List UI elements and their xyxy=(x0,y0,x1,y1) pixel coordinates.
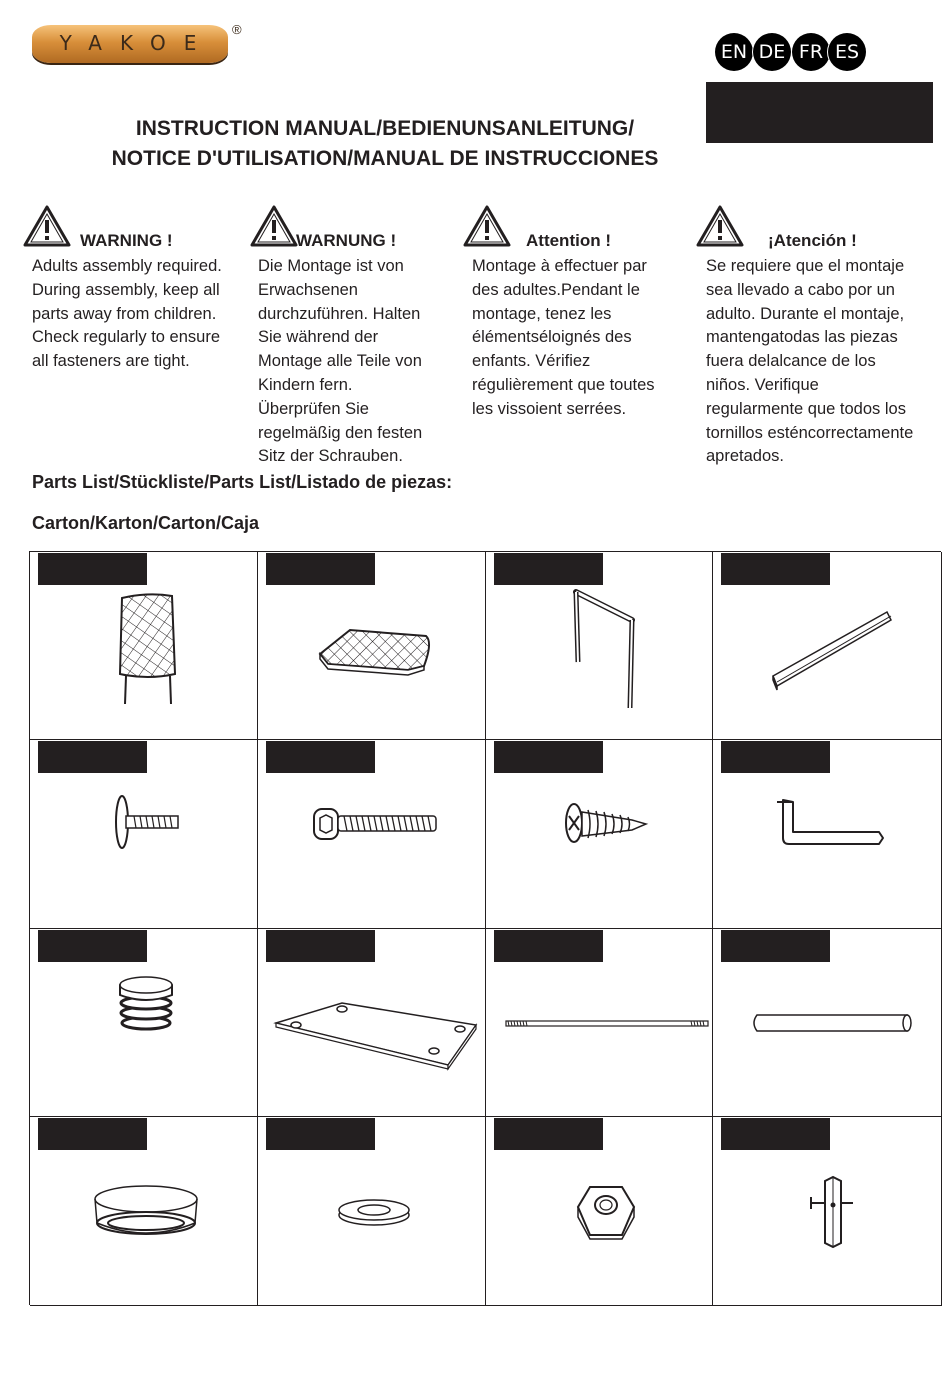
warning-text-line: Adults assembly required. xyxy=(32,257,222,275)
allen-key-icon xyxy=(713,740,942,929)
washer-icon xyxy=(258,1117,486,1306)
warning-text-line: tornillos esténcorrectamente xyxy=(706,423,914,442)
wood-screw-icon xyxy=(486,740,713,929)
warning-text-line: sea llevado a cabo por un xyxy=(706,280,895,299)
part-cell xyxy=(713,929,942,1117)
warning-text-line: mantengatodas las piezas xyxy=(706,328,898,347)
flat-head-bolt-icon xyxy=(30,740,258,929)
warning-triangle-icon xyxy=(463,205,511,247)
language-badges xyxy=(715,33,875,73)
leg-frame-icon xyxy=(486,552,713,740)
part-cell xyxy=(30,740,258,929)
parts-grid xyxy=(29,551,941,1305)
warning-text-line: Sitz der Schrauben. xyxy=(258,447,403,466)
warning-heading-es: ¡Atención ! xyxy=(768,231,857,250)
part-cell xyxy=(258,929,486,1117)
page-title-line-2: NOTICE D'UTILISATION/MANUAL DE INSTRUCCIONES xyxy=(111,147,659,170)
warning-text-line: niños. Verifique xyxy=(706,375,819,394)
warning-text-line: enfants. Vérifiez xyxy=(472,352,591,371)
seat-icon xyxy=(258,552,486,740)
warning-text-line: régulièrement que toutes xyxy=(472,375,655,394)
page-title-line-1: INSTRUCTION MANUAL/BEDIENUNSANLEITUNG/ xyxy=(135,117,635,140)
crossbar-icon xyxy=(713,552,942,740)
warning-text-line: During assembly, keep all xyxy=(32,280,220,299)
warning-heading-fr: Attention ! xyxy=(526,231,611,250)
part-cell xyxy=(258,1117,486,1306)
part-cell xyxy=(30,929,258,1117)
warning-text-line: adulto. Durante el montaje, xyxy=(706,304,905,323)
tube-insert-cap-icon xyxy=(30,929,258,1117)
registered-mark: ® xyxy=(232,22,242,37)
part-cell xyxy=(713,552,942,740)
warning-text-line: all fasteners are tight. xyxy=(32,352,190,371)
warning-text-line: Montage alle Teile von xyxy=(258,352,422,371)
allen-bolt-icon xyxy=(258,740,486,929)
language-badge-en: EN xyxy=(715,33,753,71)
threaded-rod-icon xyxy=(486,929,713,1117)
warning-text-line: fuera delalcance de los xyxy=(706,352,876,371)
barrel-nut-icon xyxy=(713,1117,942,1306)
part-cell xyxy=(486,929,713,1117)
warning-text-line: Sie während der xyxy=(258,328,379,347)
part-cell xyxy=(30,1117,258,1306)
warning-text-de xyxy=(258,255,422,469)
warning-text-line: Check regularly to ensure xyxy=(32,328,221,347)
warning-text-line: les vissoient serrées. xyxy=(472,399,627,418)
carton-heading: Carton/Karton/Carton/Caja xyxy=(32,513,260,533)
warning-text-en xyxy=(32,255,222,374)
language-badge-es: ES xyxy=(828,33,866,71)
pipe-icon xyxy=(713,929,942,1117)
warning-text-line: regelmäßig den festen xyxy=(258,423,423,442)
warning-triangle-icon xyxy=(696,205,744,247)
warning-text-line: montage, tenez les xyxy=(472,304,612,323)
part-cell xyxy=(713,740,942,929)
warning-text-line: Montage à effectuer par xyxy=(472,257,647,275)
language-badge-de: DE xyxy=(753,33,791,71)
part-cell xyxy=(713,1117,942,1306)
language-badge-fr: FR xyxy=(792,33,830,71)
model-number-box xyxy=(706,82,933,143)
hex-nut-icon xyxy=(486,1117,713,1306)
part-cell xyxy=(258,740,486,929)
warning-triangle-icon xyxy=(250,205,298,247)
seat-back-icon xyxy=(30,552,258,740)
warning-text-line: Überprüfen Sie xyxy=(258,399,369,418)
part-cell xyxy=(258,552,486,740)
warning-text-line: apretados. xyxy=(706,447,784,466)
glide-cap-icon xyxy=(30,1117,258,1306)
page-title xyxy=(60,114,710,174)
warning-text-line: Die Montage ist von xyxy=(258,257,404,275)
warning-text-es xyxy=(706,255,913,469)
warning-text-line: Kindern fern. xyxy=(258,375,353,394)
warning-text-fr xyxy=(472,255,655,422)
warning-text-line: regularmente que todos los xyxy=(706,399,906,418)
warning-text-line: parts away from children. xyxy=(32,304,217,323)
warning-text-line: des adultes.Pendant le xyxy=(472,280,640,299)
part-cell xyxy=(486,552,713,740)
warning-text-line: Se requiere que el montaje xyxy=(706,257,905,275)
warning-text-line: durchzuführen. Halten xyxy=(258,304,421,323)
part-cell xyxy=(30,552,258,740)
warning-text-line: Erwachsenen xyxy=(258,280,358,299)
parts-list-heading: Parts List/Stückliste/Parts List/Listado de piezas: xyxy=(32,472,453,492)
part-cell xyxy=(486,740,713,929)
warning-text-line: élémentséloignés des xyxy=(472,328,632,347)
brand-logo-text: YAKOE xyxy=(59,31,215,55)
plate-icon xyxy=(258,929,486,1117)
part-cell xyxy=(486,1117,713,1306)
warning-heading-de: WARNUNG ! xyxy=(296,231,397,250)
brand-logo xyxy=(32,22,242,65)
warning-triangle-icon xyxy=(23,205,71,247)
warning-heading-en: WARNING ! xyxy=(80,231,173,250)
